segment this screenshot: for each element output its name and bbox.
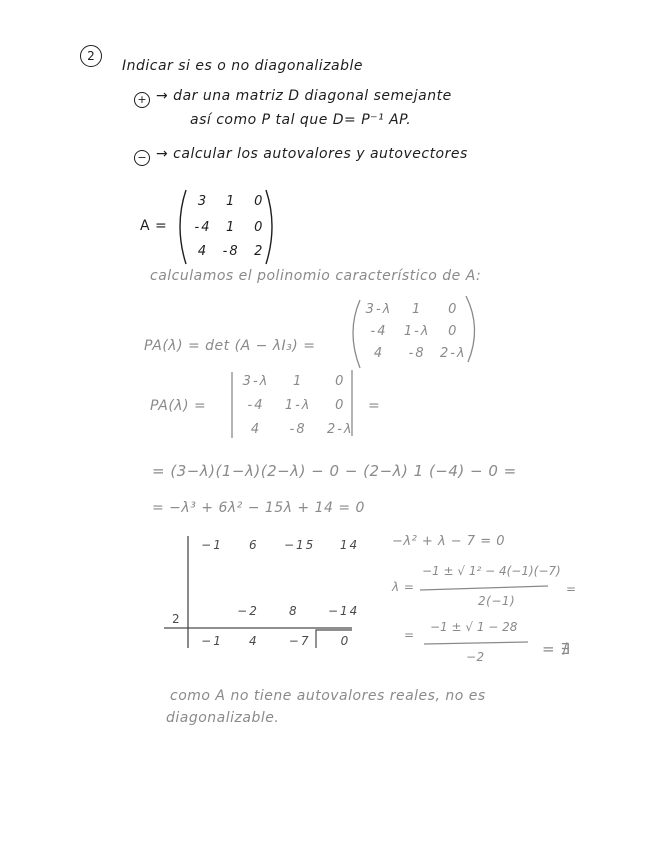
char-matrix-1-cell: 3-λ: [365, 302, 393, 317]
matrix-a-label: A =: [140, 218, 168, 234]
det-equals: =: [368, 398, 381, 414]
det-cell: 4: [250, 422, 262, 437]
plus-line-2: así como P tal que D= P⁻¹ AP.: [190, 112, 412, 128]
det-cell: 1-λ: [284, 398, 312, 413]
ruffini-coef: −15: [283, 538, 316, 552]
ruffini-product: −2: [237, 604, 259, 618]
det-cell: 0: [335, 398, 346, 413]
char-matrix-1-cell: -4: [370, 324, 388, 339]
fraction-line-1: [420, 586, 548, 590]
char-matrix-1-row-3: [362, 346, 468, 361]
matrix-a-cell: 2: [254, 244, 265, 259]
det-cell: 2-λ: [326, 422, 354, 437]
ruffini-remainder: 0: [340, 634, 351, 648]
plus-line-1: → dar una matriz D diagonal semejante: [156, 88, 452, 104]
problem-number-circle: [80, 45, 102, 67]
det-cell: -8: [289, 422, 307, 437]
ruffini-products: [230, 604, 366, 618]
char-matrix-1-cell: 1: [412, 302, 423, 317]
det-cell: 0: [335, 374, 346, 389]
matrix-a-cell: 4: [197, 244, 209, 259]
det-row-3: [238, 422, 358, 437]
matrix-a-cell: 1: [226, 220, 237, 235]
ruffini-product: −14: [327, 604, 360, 618]
det-cell: 1: [293, 374, 304, 389]
matrix-1-left-paren: [353, 300, 360, 368]
ruffini-product: 8: [289, 604, 299, 618]
char-poly-intro: calculamos el polinomio característico de A:: [150, 268, 482, 284]
ruffini-result: 4: [249, 634, 259, 648]
quadratic-result: = ∄: [542, 640, 571, 658]
char-matrix-1-cell: -8: [408, 346, 426, 361]
matrix-a-cell: 0: [254, 220, 265, 235]
det-cell: -4: [247, 398, 265, 413]
quadratic-equals-2: =: [404, 628, 415, 642]
char-matrix-1-row-1: [362, 302, 468, 317]
det-row-1: [238, 374, 358, 389]
ruffini-result: −1: [201, 634, 223, 648]
det-cell: 3-λ: [242, 374, 270, 389]
minus-line: → calcular los autovalores y autovectores: [156, 146, 468, 162]
det-row-2: [238, 398, 358, 413]
polynomial-line: = −λ³ + 6λ² − 15λ + 14 = 0: [152, 500, 365, 516]
char-poly-definition: PA(λ) = det (A − λI₃) =: [144, 338, 316, 354]
quadratic-denominator-1: 2(−1): [478, 594, 516, 608]
minus-bullet-circle: [134, 150, 150, 166]
matrix-a-row-2: [192, 220, 270, 235]
ruffini-coef: 14: [339, 538, 360, 552]
fraction-line-2: [424, 642, 528, 644]
matrix-a-cell: 1: [226, 194, 237, 209]
quadratic-numerator-1: −1 ± √ 1² − 4(−1)(−7): [422, 564, 561, 578]
plus-sign: +: [137, 93, 147, 106]
matrix-a-cell: 0: [254, 194, 265, 209]
quadratic-equals-1: =: [566, 582, 577, 596]
quadratic-denominator-2: −2: [466, 650, 485, 664]
matrix-a-row-3: [192, 244, 270, 259]
matrix-a-cell: -4: [194, 220, 212, 235]
ruffini-coef: −1: [201, 538, 223, 552]
statement-text: Indicar si es o no diagonalizable: [122, 58, 364, 74]
minus-sign: −: [137, 151, 147, 164]
plus-bullet-circle: [134, 92, 150, 108]
ruffini-coef: 6: [249, 538, 259, 552]
char-matrix-1-cell: 0: [448, 324, 459, 339]
ruffini-coefficients: [194, 538, 371, 552]
quadratic-lhs: λ =: [392, 580, 415, 594]
matrix-a-cell: 3: [197, 194, 209, 209]
char-matrix-1-cell: 4: [373, 346, 385, 361]
matrix-a-left-paren: [180, 190, 186, 264]
conclusion-line-2: diagonalizable.: [166, 710, 280, 726]
quadratic-numerator-2: −1 ± √ 1 − 28: [430, 620, 518, 634]
det-label: PA(λ) =: [150, 398, 207, 414]
ruffini-root: 2: [172, 612, 181, 626]
expansion-line: = (3−λ)(1−λ)(2−λ) − 0 − (2−λ) 1 (−4) − 0 =: [152, 462, 517, 480]
problem-number: 2: [87, 49, 95, 63]
char-matrix-1-cell: 0: [448, 302, 459, 317]
ruffini-results: [194, 634, 363, 648]
char-matrix-1-cell: 2-λ: [439, 346, 467, 361]
char-matrix-1-row-2: [362, 324, 468, 339]
ruffini-result: −7: [288, 634, 311, 648]
char-matrix-1-cell: 1-λ: [403, 324, 431, 339]
matrix-a-row-1: [192, 194, 270, 209]
quadratic-equation: −λ² + λ − 7 = 0: [392, 534, 506, 549]
conclusion-line-1: como A no tiene autovalores reales, no es: [170, 688, 486, 704]
matrix-a-cell: -8: [222, 244, 240, 259]
